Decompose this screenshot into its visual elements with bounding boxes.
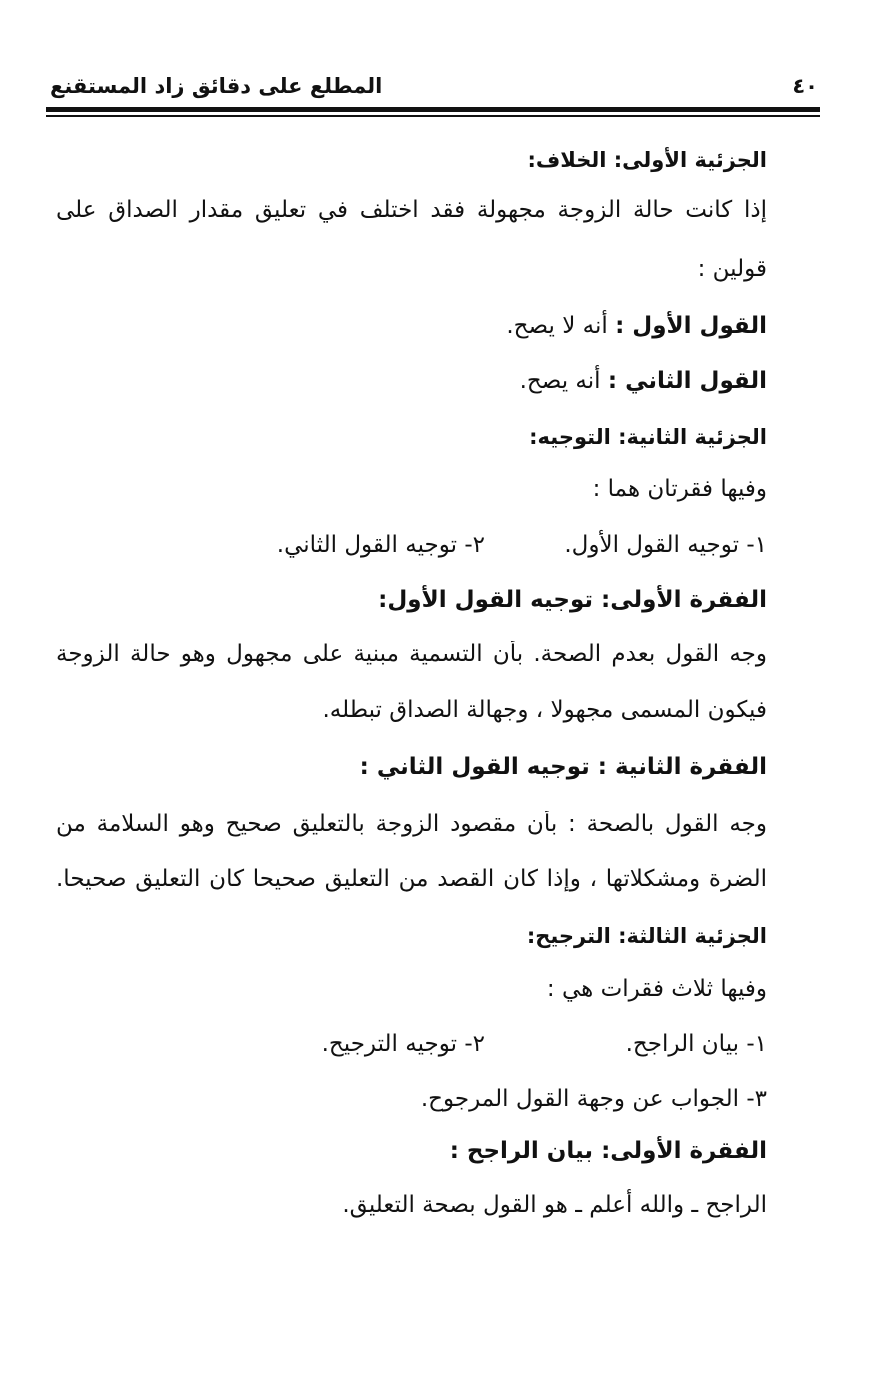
part3-item-3: ٣- الجواب عن وجهة القول المرجوح. [420,1086,767,1112]
paragraph-1-heading: الفقرة الأولى: توجيه القول الأول: [378,587,767,613]
paragraph-2-heading: الفقرة الثانية : توجيه القول الثاني : [359,754,767,780]
part1-heading: الجزئية الأولى: الخلاف: [527,148,767,172]
paragraph-1-line-1: وجه القول بعدم الصحة. بأن التسمية مبنية على مجهول وهو حالة الزوجة [56,641,767,667]
header-rule-thin [46,115,820,117]
paragraph-2-line-1: وجه القول بالصحة : بأن مقصود الزوجة بالتعليق صحيح وهو السلامة من [56,811,767,837]
page-number: ٤٠ [792,74,818,98]
paragraph-3-heading: الفقرة الأولى: بيان الراجح : [449,1138,767,1164]
part2-intro: وفيها فقرتان هما : [592,476,767,502]
header-rule-thick [46,107,820,112]
opinion-2-text: أنه يصح. [519,368,601,394]
intro-line-2: قولين : [697,256,767,282]
intro-line-1: إذا كانت حالة الزوجة مجهولة فقد اختلف في تعليق مقدار الصداق على [56,197,767,223]
opinion-1-text: أنه لا يصح. [506,313,608,339]
paragraph-2-line-2: الضرة ومشكلاتها ، وإذا كان القصد من التعليق صحيحا كان التعليق صحيحا. [56,866,767,892]
running-title: المطلع على دقائق زاد المستقنع [50,74,383,98]
opinion-1 [506,313,767,339]
part3-item-1: ١- بيان الراجح. [625,1031,767,1057]
part2-item-1: ١- توجيه القول الأول. [564,532,767,558]
opinion-2 [520,368,767,394]
part3-item-2: ٢- توجيه الترجيح. [321,1031,485,1057]
part3-intro: وفيها ثلاث فقرات هي : [546,976,767,1002]
paragraph-1-line-2: فيكون المسمى مجهولا ، وجهالة الصداق تبطله. [322,697,767,723]
opinion-1-label: القول الأول : [615,313,767,339]
opinion-2-label: القول الثاني : [607,368,767,394]
part3-heading: الجزئية الثالثة: الترجيح: [526,924,767,948]
page-header [48,70,818,106]
paragraph-3-text: الراجح ـ والله أعلم ـ هو القول بصحة التعليق. [342,1192,767,1218]
part2-heading: الجزئية الثانية: التوجيه: [529,425,767,449]
part2-item-2: ٢- توجيه القول الثاني. [276,532,485,558]
